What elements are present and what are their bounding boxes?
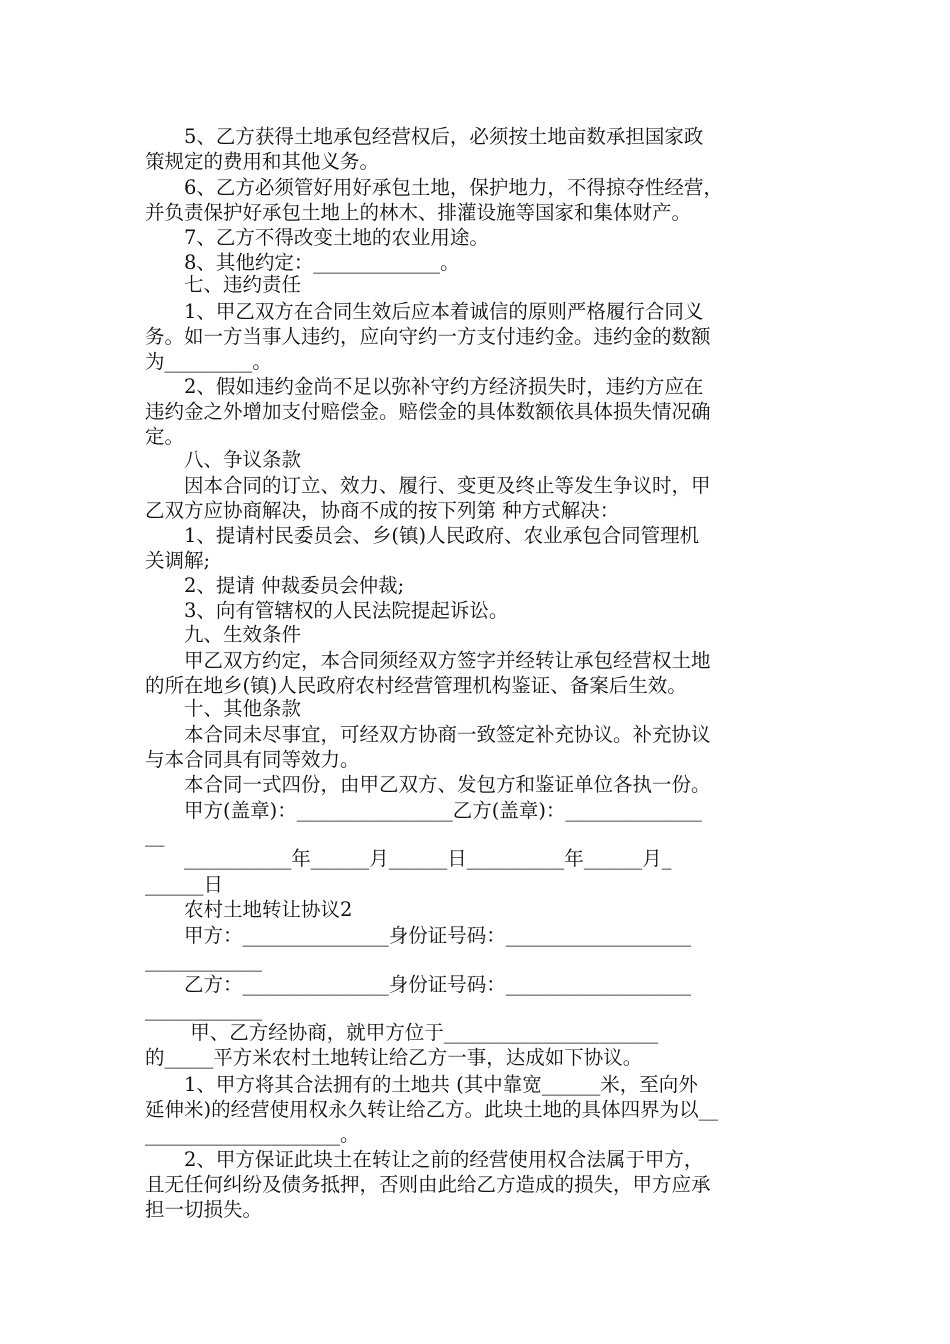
text-line: 与本合同具有同等效力。 [145,748,360,771]
text-line: 2、甲方保证此块土在转让之前的经营使用权合法属于甲方， [145,1148,704,1171]
text-line: 延伸米)的经营使用权永久转让给乙方。此块土地的具体四界为以__ [145,1098,719,1121]
party-line: 甲方：_______________身份证号码：___________________ [145,924,692,947]
text-line: __ [145,824,165,847]
party-line: 乙方：_______________身份证号码：___________________ [145,973,692,996]
section-heading: 九、生效条件 [145,623,302,646]
text-line: 甲、乙方经协商，就甲方位于______________________ [145,1021,659,1044]
text-line: 7、乙方不得改变土地的农业用途。 [145,226,489,249]
text-line: 1、提请村民委员会、乡(镇)人民政府、农业承包合同管理机 [145,524,700,547]
text-line: 1、甲乙双方在合同生效后应本着诚信的原则严格履行合同义 [145,300,704,323]
text-line: 关调解; [145,549,211,572]
section-heading: 农村土地转让协议2 [145,898,353,921]
text-line: 的所在地乡(镇)人民政府农村经营管理机构鉴证、备案后生效。 [145,674,687,697]
text-line: 本合同未尽事宜，可经双方协商一致签定补充协议。补充协议 [145,723,711,746]
text-line: 8、其他约定：_____________。 [145,251,460,274]
section-heading: 八、争议条款 [145,448,302,471]
text-line: ____________ [145,998,262,1021]
signature-line: 甲方(盖章)：________________乙方(盖章)：______________ [145,799,702,822]
text-line: 因本合同的订立、效力、履行、变更及终止等发生争议时，甲 [145,474,711,497]
text-line: 本合同一式四份，由甲乙双方、发包方和鉴证单位各执一份。 [145,773,711,796]
text-line: 违约金之外增加支付赔偿金。赔偿金的具体数额依具体损失情况确 [145,400,711,423]
text-line: 2、假如违约金尚不足以弥补守约方经济损失时，违约方应在 [145,375,704,398]
section-heading: 十、其他条款 [145,697,302,720]
text-line: 2、提请 仲裁委员会仲裁; [145,574,405,597]
text-line: ____________ [145,949,262,972]
text-line: 策规定的费用和其他义务。 [145,150,380,173]
text-line: 6、乙方必须管好用好承包土地，保护地力，不得掠夺性经营， [145,176,723,199]
text-line: 3、向有管辖权的人民法院提起诉讼。 [145,599,509,622]
text-line: 的_____平方米农村土地转让给乙方一事，达成如下协议。 [145,1046,643,1069]
text-line: 并负责保护好承包土地上的林木、排灌设施等国家和集体财产。 [145,201,692,224]
text-line: 担一切损失。 [145,1198,263,1221]
text-line: 务。如一方当事人违约，应向守约一方支付违约金。违约金的数额 [145,325,711,348]
section-heading: 七、违约责任 [145,273,302,296]
text-line: 甲乙双方约定，本合同须经双方签字并经转让承包经营权土地 [145,649,711,672]
text-line: 为_________。 [145,350,272,373]
text-line: ____________________。 [145,1123,360,1146]
text-line: 且无任何纠纷及债务抵押，否则由此给乙方造成的损失，甲方应承 [145,1173,711,1196]
date-line: ______日 [145,873,224,896]
text-line: 1、甲方将其合法拥有的土地共 (其中靠宽______米，至向外 [145,1073,698,1096]
text-line: 5、乙方获得土地承包经营权后，必须按土地亩数承担国家政 [145,125,704,148]
text-line: 定。 [145,425,185,448]
date-line: ___________年______月______日__________年______月_ [145,847,672,870]
text-line: 乙双方应协商解决，协商不成的按下列第 种方式解决： [145,499,620,522]
